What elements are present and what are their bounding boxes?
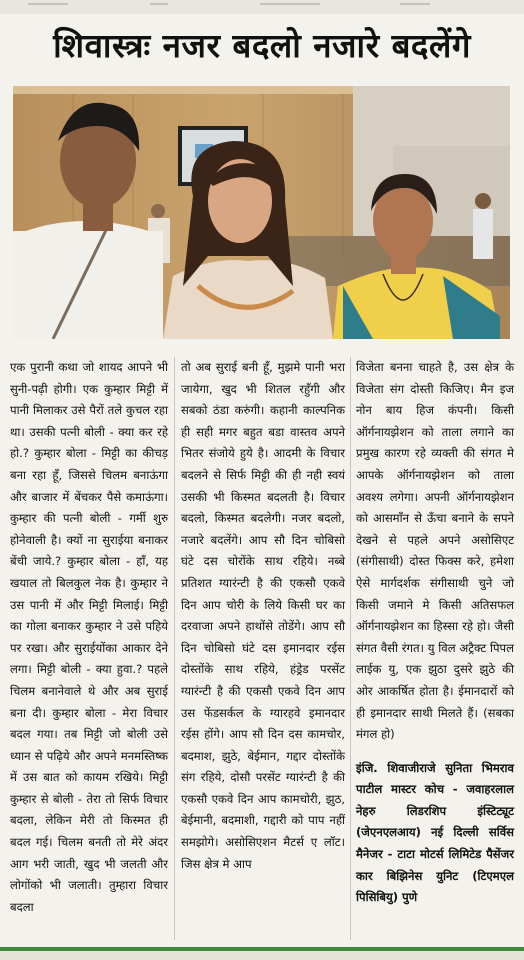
column-2-text: तो अब सुराई बनी हूँ, मुझमे पानी भरा जायेगा, खुद भी शितल रहुँगी और सबको ठंडा करुंगी। कहानी काल्पनिक ही सही मगर बहुत बडा वास्तव अपने भितर संजोये हुये है। आदमी के विचार बदलने से सिर्फ मिट्टी की ही नही स्वयं उसकी भी किस्मत बदलती है। विचार बदलो, किस्मत बदलेगी। नजर बदलो, नजारे बदलेंगे। आप सौ दिन चोबिसो घंटे दस चोरोंके साथ रहिये। नब्बे प्रतिशत ग्यारंन्टी है की एकसौ एकवे दिन आप चोरी के लिये किसी घर का दरवाजा अपने हाथोंसे तोडेंगे। आप सौ दिन चोबिसो घंटे दस इमानदार रईस दोस्तोंके साथ रहिये, हंड्रेड परसेंट ग्यारंन्टी है की एकसौ एकवे दिन आप उस फेंडसर्कल के ग्यारहवे इमानदार रईस होंगे। आप सौ दिन दस कामचोर, बदमाश, झुठे, बेईमान, गद्दार दोस्तोंके संग रहिये, दोसौ परसेंट ग्यारंन्टी है की एकसौ एकवे दिन आप कामचोरी, झुठ, बेईमानी, बदमाशी, गद्दारी को पाप नहीं समझोगे। असोसिएशन मैटर्स ए लॉट। जिस क्षेत्र मे आप: [181, 360, 345, 871]
column-3-text: विजेता बनना चाहते है, उस क्षेत्र के विजेता संग दोस्ती किजिए। मैन इज नोन बाय हिज कंपनी। किसी ऑर्गनायझेशन को ताला लगाने का प्रमुख कारण रहे व्यक्ती की संगत मे आपके ऑर्गनायझेशन को ताला अवश्य लगेगा। अपनी ऑर्गनायझेशन को आसमाँन से ऊँचा बनाने के सपने देखने से पहले अपने असोसिएट (संगीसाथी) दोस्त फिक्स करे, हमेशा ऐसे मार्गदर्शक संगीसाथी चुने जो किसी जमाने मे किसी अतिसफल ऑर्गनायझेशन का हिस्सा रहे हो। जैसी संगत वैसी रंगत। यु विल अट्रैक्ट पिपल लाईक यु, एक झुठा दुसरे झुठे की ओर आकर्षित होता है। ईमानदारों को ही इमानदार साथी मिलते हैं। (सबका मंगल हो): [356, 360, 514, 742]
article-photo: [13, 86, 510, 339]
headline: शिवास्त्रः नजर बदलो नजारे बदलेंगे: [53, 26, 471, 65]
article-column-2: [181, 357, 345, 947]
author-credit: इंजि. शिवाजीराजे सुनिता भिमराव पाटील मास्टर कोच - जवाहरलाल नेहरु लिडरशिप इंस्टिट्यूट (जेएनएलआय) नई दिल्ली सर्विस मैनेजर - टाटा मोटर्स लिमिटेड पैसेंजर कार बिझिनेस युनिट (टिएमएल पिसिबियु) पुणे: [356, 760, 514, 905]
article-column-3: [356, 357, 514, 947]
article-column-1: [10, 357, 168, 947]
column-divider: [174, 357, 175, 940]
page-top-strip: [0, 0, 524, 14]
page-bottom-strip: [0, 947, 524, 960]
column-1-text: एक पुरानी कथा जो शायद आपने भी सुनी-पढ़ी होगी। एक कुम्हार मिट्टी में पानी मिलाकर उसे पैरों तले कुचल रहा था। उसकी पत्नी बोली - क्या कर रहे हो.? कुम्हार बोला - मिट्टी का कीचड़ बना रहा हूँ, जिससे चिलम बनाऊंगा और बाजार में बेंचकर पैसे कमाऊंगा। कुम्हार की पत्नी बोली - गर्मी शुरु होनेवाली है। क्यों ना सुराईया बनाकर बेंची जाये.? कुम्हार बोला - हाँ, यह खयाल तो बिलकुल नेक है। कुम्हार ने उस पानी में और मिट्टी मिलाई। मिट्टी का गोला बनाकर कुम्हार ने उसे पहिये पर रखा। और सुराईयोंका आकार देने लगा। मिट्टी बोली - क्या हुवा.? पहले चिलम बनानेवाले थे और अब सुराई बना दी। कुम्हार बोला - मेरा विचार बदल गया। तब मिट्टी जो बोली उसे ध्यान से पढ़िये और अपने मनमस्तिष्क में उस बात को कायम रखिये। मिट्टी कुम्हार से बोली - तेरा तो सिर्फ विचार बदला, लेकिन मेरी तो किस्मत ही बदल गई। चिलम बनती तो मेरे अंदर आग भरी जाती, खुद भी जलती और लोगोंको भी जलाती। तुम्हारा विचार बदला: [10, 360, 168, 914]
column-divider: [350, 357, 351, 940]
